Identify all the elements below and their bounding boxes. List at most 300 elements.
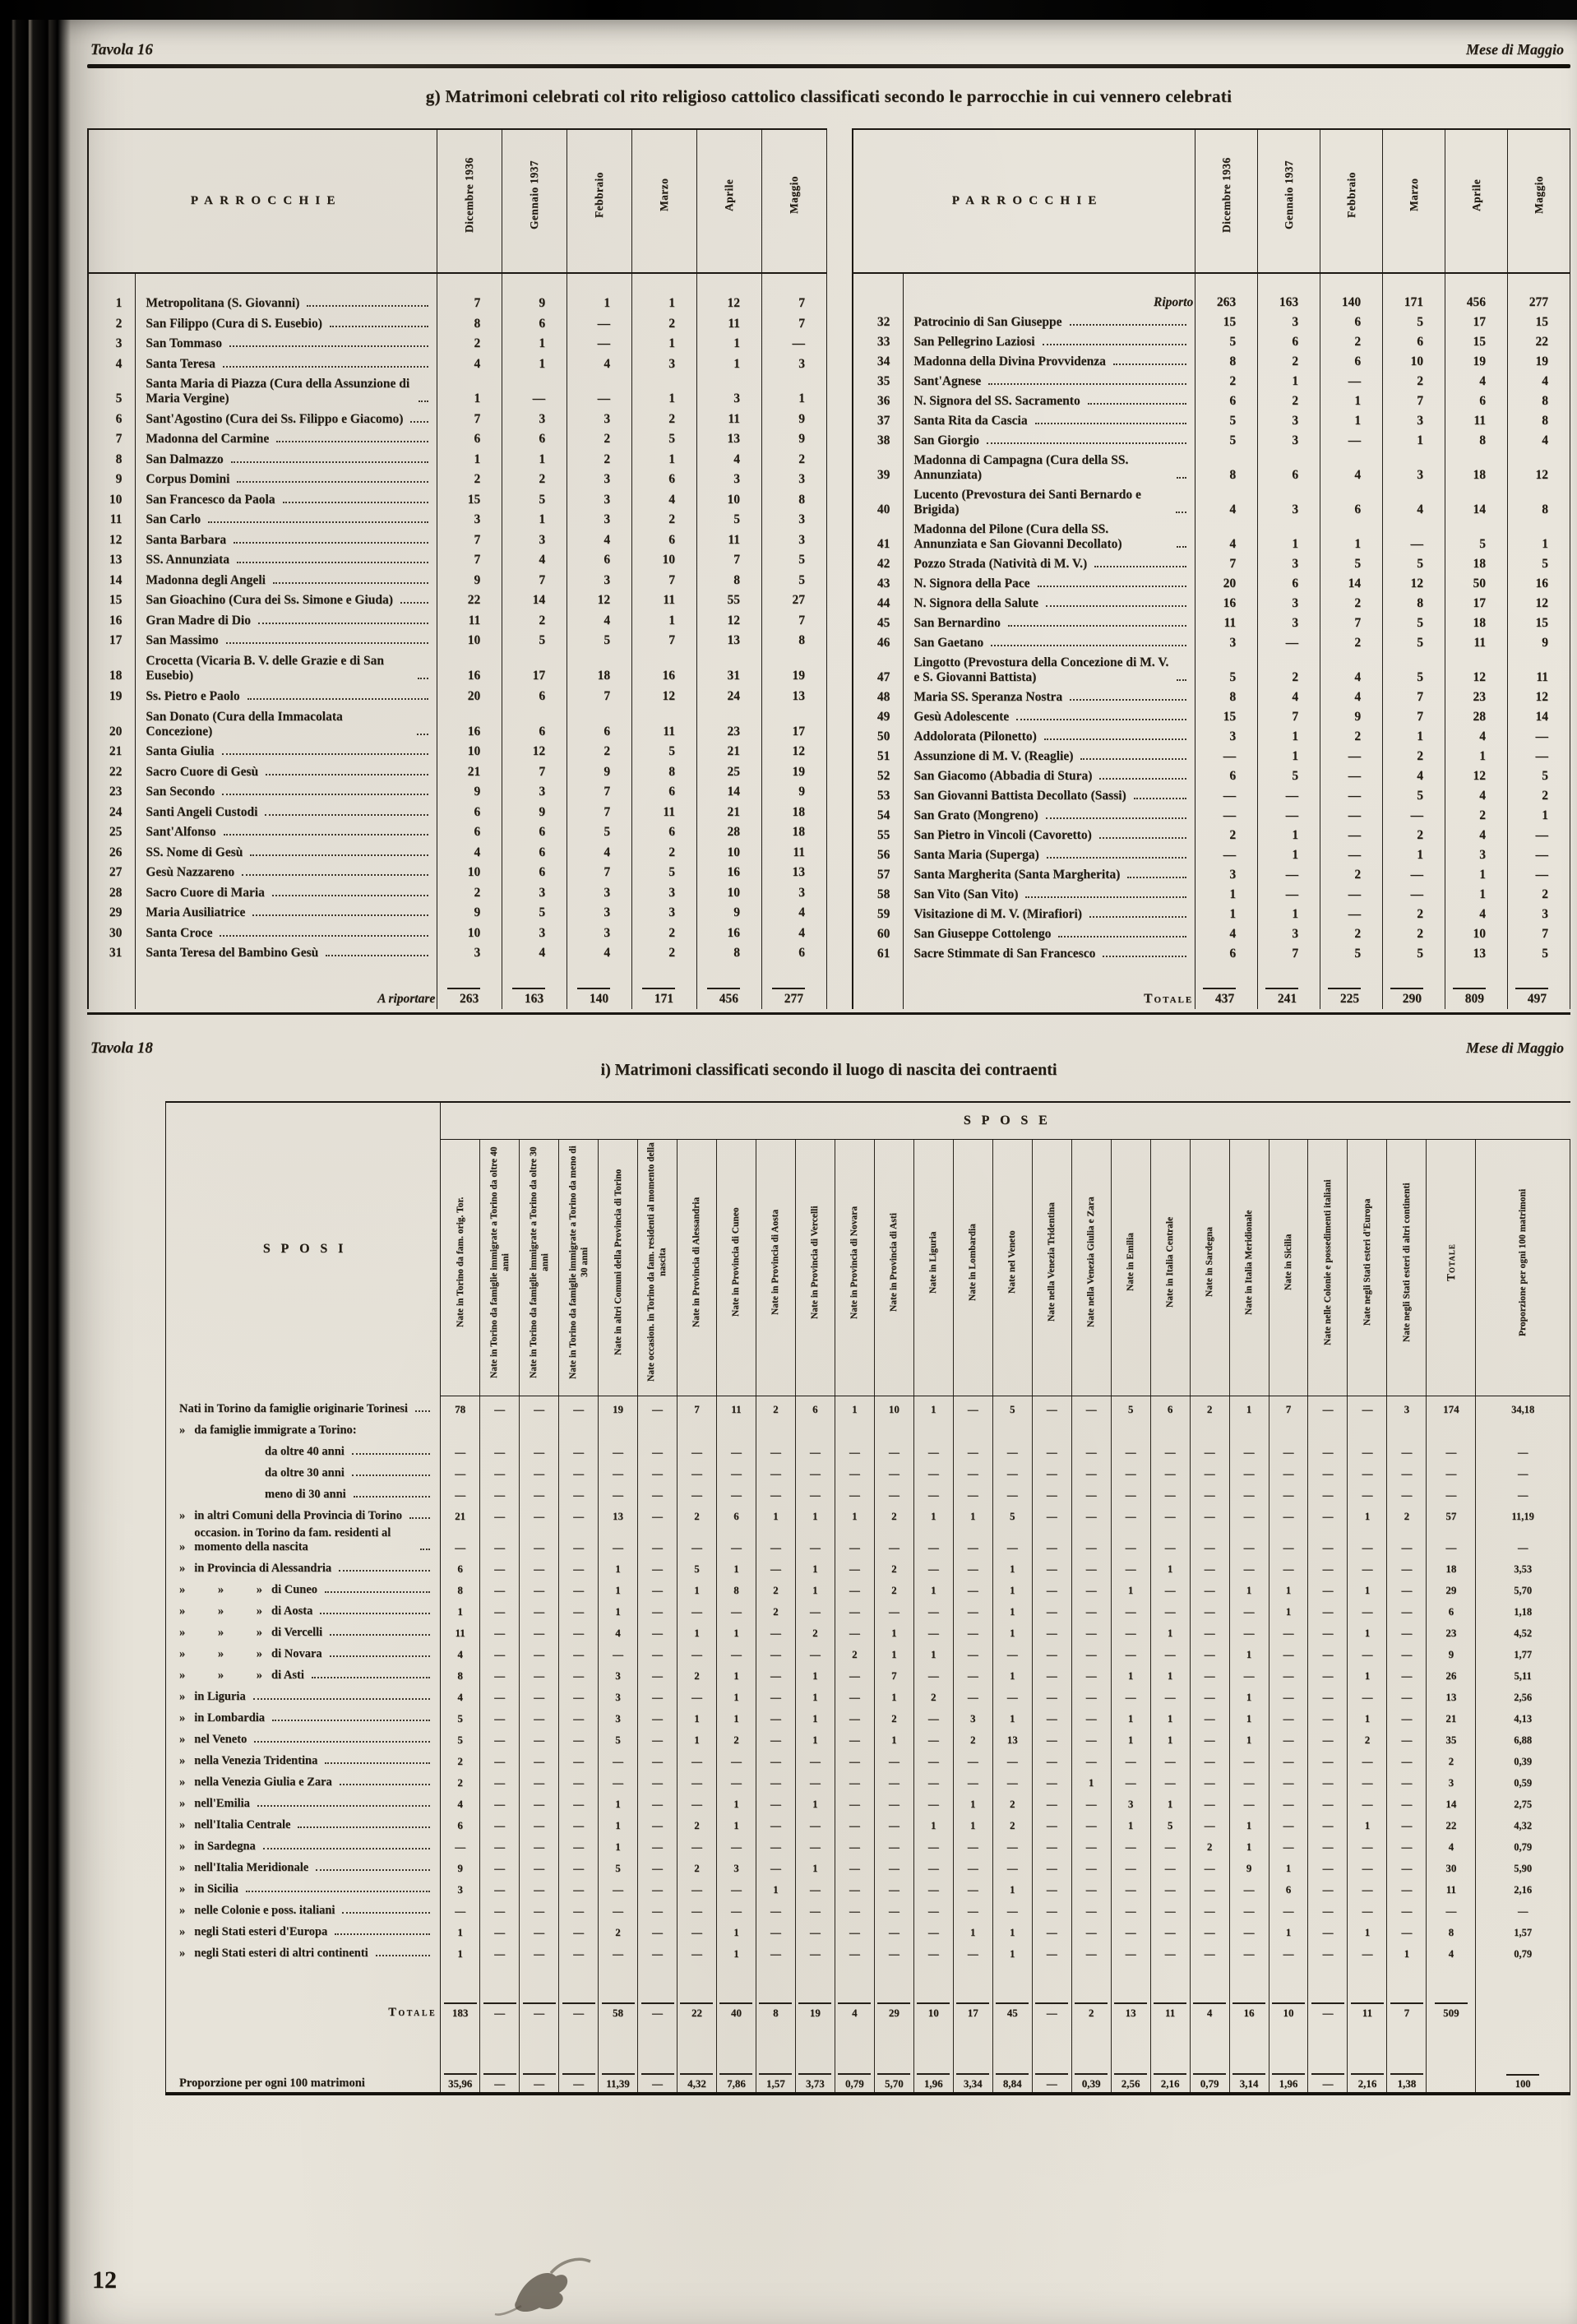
value-cell: — [1032,1525,1071,1556]
row-total: 21 [1427,1706,1476,1727]
row-proportion: 1,77 [1476,1641,1570,1663]
value-cell: — [1032,1556,1071,1577]
dot-leader [265,814,428,816]
value-cell: 16 [1507,574,1570,594]
parish-name-text: San Gioachino (Cura dei Ss. Simone e Giuda) [146,593,393,608]
table-row [88,449,826,470]
value-cell: — [677,1877,716,1898]
dot-leader [326,955,428,956]
table-row [88,842,826,863]
value-cell: 8 [1445,431,1508,451]
table-row [853,594,1570,613]
column-header [1476,1140,1570,1396]
parish-name [904,944,1195,964]
totale-row [166,2000,1570,2021]
row-number: 15 [88,590,136,611]
table-row [853,865,1570,885]
value-cell: 1 [1348,1919,1387,1941]
value-cell: — [874,1482,913,1503]
value-cell: 1 [599,1812,638,1834]
dot-leader [237,562,428,563]
value-cell: 8 [1195,352,1258,372]
value-cell: — [913,1855,953,1877]
dot-leader [273,582,428,584]
value-cell: — [480,1684,520,1706]
value-cell: — [638,1620,678,1641]
table-row [166,1641,1570,1663]
row-proportion: — [1476,1461,1570,1482]
value-cell: 6 [502,822,567,843]
value-cell: 2 [1507,885,1570,905]
value-cell: — [1032,1663,1071,1684]
value-cell: — [953,1898,992,1919]
value-cell [716,2000,756,2021]
summary-value: 0,39 [1075,2073,1108,2090]
row-total: 18 [1427,1556,1476,1577]
dot-leader [1070,699,1186,701]
value-cell: 9 [502,802,567,822]
value-cell: — [1308,1770,1348,1791]
value-cell: 1 [992,1577,1032,1599]
value-cell: — [953,1684,992,1706]
value-cell [716,2071,756,2094]
parish-name [904,885,1195,905]
value-cell: 2 [677,1855,716,1877]
value-cell: 20 [437,686,502,706]
value-cell: 1 [992,1599,1032,1620]
value-cell: — [1032,1748,1071,1770]
value-cell: 9 [437,782,502,803]
value-cell: 1 [992,1556,1032,1577]
value-cell: 1 [1229,1812,1269,1834]
summary-value: 3,14 [1232,2073,1265,2090]
dot-leader [272,1720,430,1721]
scan-edge-top [0,0,1577,20]
ditto-marker: » [179,1947,186,1960]
parish-name-text: Ss. Pietro e Paolo [146,688,240,703]
value-cell: — [559,1727,599,1748]
row-number: 22 [88,762,136,782]
value-cell: 22 [1507,332,1570,352]
table-row [88,863,826,883]
row-number: 31 [88,943,136,964]
parish-name-text: Assunzione di M. V. (Reaglie) [913,749,1074,763]
value-cell: 6 [1258,451,1320,485]
value-cell: 6 [502,863,567,883]
value-cell: 1 [502,334,567,354]
value-cell: — [599,1439,638,1461]
parish-name-text: Addolorata (Pilonetto) [913,729,1037,743]
row-number: 41 [853,520,904,554]
value-cell: — [1348,1461,1387,1482]
parish-name-text: Patrocinio di San Giuseppe [913,315,1062,329]
value-cell: 3 [502,923,567,943]
value-cell [795,2000,835,2021]
row-label-text: da oltre 30 anni [265,1466,345,1479]
value-cell: 2 [1320,594,1383,613]
parish-name-label [146,493,435,507]
value-cell [677,2071,716,2094]
row-number: 29 [88,903,136,924]
value-cell: — [599,1748,638,1770]
row-total: 9 [1427,1641,1476,1663]
parish-name [904,766,1195,786]
value-cell: 8 [761,631,826,651]
value-cell: 5 [1383,786,1445,806]
table-row [853,485,1570,520]
row-proportion: 5,70 [1476,1577,1570,1599]
ditto-marker: » [179,1690,186,1703]
value-cell: 1 [1348,1620,1387,1641]
parish-name-text: Santa Teresa [146,356,215,371]
dot-leader [252,914,428,916]
value-cell: — [599,1641,638,1663]
summary-value: 437 [1203,988,1236,1007]
value-cell: — [520,1556,559,1577]
value-cell: 2 [441,1748,480,1770]
column-header-label: Nate in Provincia di Asti [889,1213,899,1312]
value-cell: 24 [697,686,762,706]
value-cell: 3 [1258,411,1320,431]
value-cell: 6 [632,470,697,490]
value-cell: — [795,1439,835,1461]
value-cell: 1 [697,354,762,374]
parish-name [904,312,1195,332]
row-total: 35 [1427,1727,1476,1748]
value-cell [1387,1418,1427,1439]
summary-value: 3,73 [798,2073,831,2090]
value-cell: 13 [761,686,826,706]
value-cell: 3 [567,923,632,943]
row-label [166,1556,441,1577]
row-number: 33 [853,332,904,352]
value-cell: — [1269,1482,1308,1503]
column-header [1269,1140,1308,1396]
value-cell: — [1269,1727,1308,1748]
table-row [88,530,826,550]
value-cell: — [756,1812,795,1834]
table-row [853,806,1570,826]
value-cell: 1 [1111,1663,1150,1684]
value-cell: 15 [1195,312,1258,332]
value-cell: 1 [992,1706,1032,1727]
table-row [88,742,826,762]
row-number: 8 [88,449,136,470]
value-cell: — [795,1482,835,1503]
parish-name-label [913,576,1193,591]
month-header-label: Aprile [1469,178,1482,211]
value-cell: — [559,1748,599,1770]
value-cell: — [874,1919,913,1941]
value-cell [795,1418,835,1439]
dot-leader [1103,956,1186,957]
parish-name [136,706,437,742]
value-cell: — [1269,1706,1308,1727]
column-header [795,1140,835,1396]
parish-name-label [913,616,1193,631]
value-cell: 11 [1195,613,1258,633]
value-cell: — [1111,1556,1150,1577]
tavola16-body [88,273,826,1009]
month-header [1383,129,1445,273]
parish-name-label [146,533,435,548]
value-cell: 1 [953,1919,992,1941]
row-number: 45 [853,613,904,633]
value-cell: 5 [1320,944,1383,964]
value-cell: — [1071,1461,1111,1482]
value-cell: — [756,1855,795,1877]
value-cell: — [953,1641,992,1663]
summary-value: 171 [642,988,675,1007]
summary-value: 13 [1114,2002,1147,2020]
value-cell [677,1418,716,1439]
month-header-label: Aprile [723,178,736,211]
value-cell: — [1348,1439,1387,1461]
column-header [1427,1140,1476,1396]
value-cell: 16 [1195,594,1258,613]
value-cell: — [992,1684,1032,1706]
value-cell: 2 [835,1641,874,1663]
parish-name-text: Corpus Domini [146,472,230,487]
value-cell: 2 [1195,826,1258,845]
table-row [853,520,1570,554]
value-cell: — [520,1812,559,1834]
parish-name-label [146,633,435,648]
value-cell: 6 [1150,1396,1190,1419]
value-cell: — [835,1812,874,1834]
value-cell: — [1190,1898,1229,1919]
value-cell: 3 [716,1855,756,1877]
value-cell: 1 [874,1727,913,1748]
value-cell: — [913,1556,953,1577]
parish-name [904,747,1195,766]
row-total: — [1427,1482,1476,1503]
value-cell: 1 [913,1503,953,1525]
value-cell: 5 [1320,554,1383,574]
value-cell: 3 [437,943,502,964]
summary-value-cell [1383,985,1445,1009]
value-cell: 1 [835,1503,874,1525]
value-cell: — [835,1599,874,1620]
dot-leader [298,1826,430,1828]
row-number: 7 [88,429,136,450]
value-cell [953,1418,992,1439]
value-cell: — [638,1877,678,1898]
dot-leader [1038,586,1187,587]
table-row [166,1898,1570,1919]
value-cell: 6 [1320,352,1383,372]
value-cell: 2 [632,923,697,943]
parish-name-text: Santa Croce [146,925,213,940]
value-cell: 9 [761,409,826,429]
value-cell: 7 [1258,944,1320,964]
value-cell: — [1071,1791,1111,1812]
value-cell: 18 [1445,451,1508,485]
value-cell: — [795,1919,835,1941]
table-row [88,943,826,964]
value-cell: — [1111,1877,1150,1898]
table-row [853,687,1570,707]
value-cell: 11 [1507,653,1570,687]
summary-value: — [562,2073,595,2090]
value-cell: — [1387,1641,1427,1663]
value-cell: 5 [1195,411,1258,431]
dot-leader [1046,605,1186,607]
value-cell: 6 [567,550,632,571]
ditto-marker: » [179,1861,186,1874]
dot-leader [242,874,428,876]
value-cell: — [1111,1641,1150,1663]
value-cell: 1 [1229,1396,1269,1419]
value-cell [1111,2071,1150,2094]
summary-row-label: Riporto [904,273,1195,312]
table-row [88,550,826,571]
value-cell: — [716,1641,756,1663]
value-cell: — [1190,1503,1229,1525]
summary-value: 241 [1265,988,1298,1007]
value-cell: — [992,1770,1032,1791]
row-label [166,1482,441,1503]
totale-row [853,985,1570,1009]
value-cell: — [1507,845,1570,865]
value-cell [1111,1418,1150,1439]
value-cell: — [520,1941,559,1962]
table-row [166,1482,1570,1503]
value-cell: — [874,1439,913,1461]
value-cell: — [1195,747,1258,766]
value-cell: 7 [567,802,632,822]
value-cell: 1 [1320,411,1383,431]
value-cell: 10 [437,863,502,883]
value-cell: — [1308,1620,1348,1641]
value-cell: — [480,1941,520,1962]
value-cell: 4 [1383,766,1445,786]
proporzione-label: Proporzione per ogni 100 matrimoni [166,2071,441,2094]
value-cell: 5 [992,1503,1032,1525]
summary-value-cell [1195,985,1258,1009]
month-header [761,129,826,273]
value-cell: — [835,1855,874,1877]
value-cell: — [1111,1525,1150,1556]
column-header [638,1140,678,1396]
parish-name [904,485,1195,520]
parish-name-label [913,453,1193,483]
summary-value: 19 [798,2002,831,2020]
summary-value-cell: 140 [1320,273,1383,312]
value-cell: — [1308,1684,1348,1706]
table-row [853,727,1570,747]
value-cell: 4 [1320,653,1383,687]
value-cell: 17 [1445,594,1508,613]
parish-name [904,613,1195,633]
summary-value: 35,96 [444,2073,477,2090]
row-label-text: in altri Comuni della Provincia di Torino [194,1509,402,1522]
value-cell [756,2071,795,2094]
value-cell: — [677,1641,716,1663]
value-cell: — [1258,633,1320,653]
parish-name [904,707,1195,727]
value-cell: 3 [567,903,632,924]
parish-name [136,449,437,470]
parish-name [904,594,1195,613]
value-cell: 7 [1383,707,1445,727]
row-number: 40 [853,485,904,520]
value-cell [599,2000,638,2021]
row-label-text: nell'Emilia [194,1797,250,1810]
value-cell: 1 [1229,1706,1269,1727]
value-cell: 2 [502,470,567,490]
summary-value-cell [1445,985,1508,1009]
value-cell: — [520,1641,559,1663]
parish-name-label [913,947,1193,961]
dot-leader [1134,798,1187,799]
value-cell: 11 [697,313,762,334]
dot-leader [418,678,428,679]
value-cell: — [638,1834,678,1855]
parrocchie-header-label: PARROCCHIE [190,194,342,207]
value-cell: — [835,1727,874,1748]
column-header [874,1140,913,1396]
table-row [88,706,826,742]
value-cell: — [559,1941,599,1962]
value-cell: — [1308,1525,1348,1556]
value-cell: — [835,1556,874,1577]
parish-name [904,352,1195,372]
row-proportion: 2,56 [1476,1684,1570,1706]
value-cell: 3 [567,570,632,590]
summary-value-cell [761,984,826,1009]
value-cell: — [992,1834,1032,1855]
month-header [502,129,567,273]
value-cell: 1 [1229,1834,1269,1855]
tavola18-label: Tavola 18 [90,1039,153,1057]
value-cell: — [480,1706,520,1727]
value-cell: — [913,1898,953,1919]
parish-name-label [146,865,435,880]
value-cell: — [1032,1599,1071,1620]
table-row [88,429,826,450]
parish-name-text: San Bernardino [913,616,1001,630]
value-cell: — [716,1461,756,1482]
value-cell: — [913,1525,953,1556]
value-cell: — [953,1855,992,1877]
value-cell: 1 [1445,747,1508,766]
value-cell: 8 [697,570,762,590]
parish-name-label [146,946,435,961]
row-number: 49 [853,707,904,727]
value-cell: — [835,1525,874,1556]
value-cell: — [1269,1439,1308,1461]
value-cell: 1 [913,1396,953,1419]
parish-name-text: San Grato (Mongreno) [913,808,1038,822]
value-cell: 8 [437,313,502,334]
summary-value: 7,86 [719,2073,752,2090]
parish-name-text: Madonna del Carmine [146,432,270,447]
row-total: 26 [1427,1663,1476,1684]
value-cell: 7 [761,273,826,313]
summary-value: 183 [444,2002,477,2020]
value-cell: 1 [716,1919,756,1941]
value-cell: — [1269,1620,1308,1641]
value-cell: — [559,1919,599,1941]
value-cell [716,1418,756,1439]
value-cell: 6 [1320,312,1383,332]
row-total: 14 [1427,1791,1476,1812]
value-cell: — [756,1770,795,1791]
summary-value: 456 [707,988,740,1007]
row-label [166,1727,441,1748]
summary-value: 2 [1075,2002,1108,2020]
